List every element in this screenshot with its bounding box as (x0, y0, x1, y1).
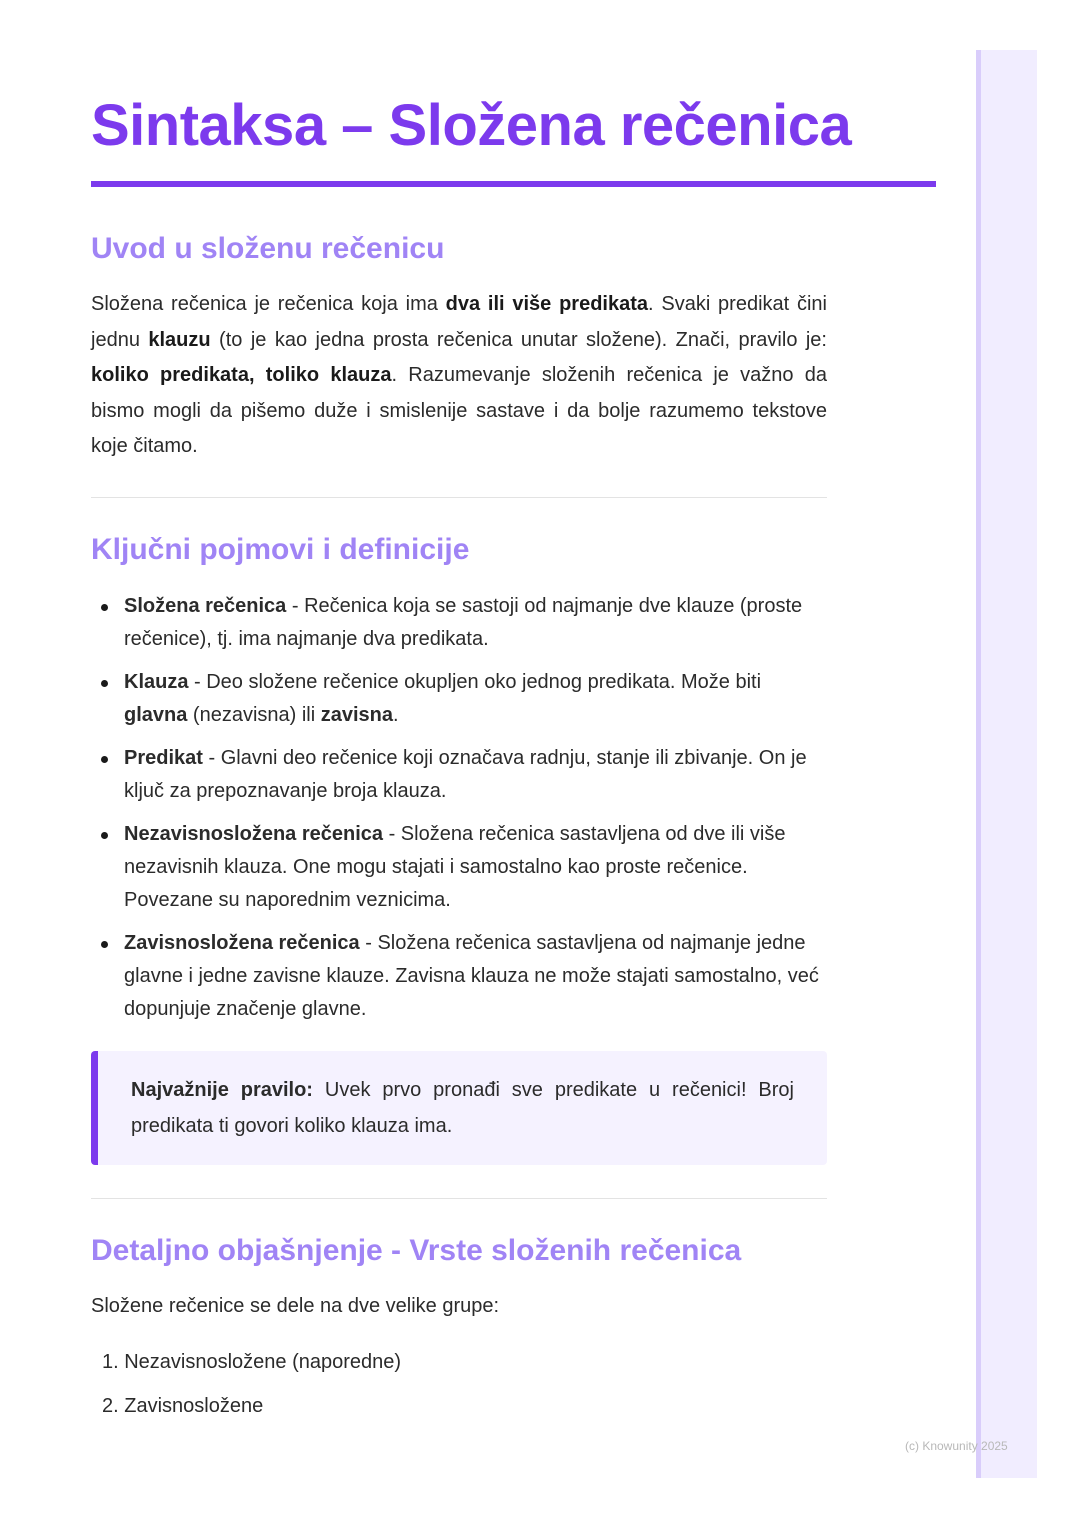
definition-item: Zavisnosložena rečenica - Složena rečenica sastavljena od najmanje jedne glavne i jedne zavisne klauze. Zavisna klauza ne može stajati samostalno, već dopunjuje značenje glavne. (91, 927, 827, 1026)
page-title: Sintaksa – Složena rečenica (91, 93, 852, 158)
section-heading-intro: Uvod u složenu rečenicu (91, 232, 445, 265)
bullet-icon (101, 832, 108, 839)
section-divider (91, 1198, 827, 1199)
section-heading-types: Detaljno objašnjenje - Vrste složenih rečenica (91, 1234, 742, 1267)
section-heading-definitions: Ključni pojmovi i definicije (91, 533, 470, 566)
bullet-icon (101, 680, 108, 687)
callout-text: Najvažnije pravilo: Uvek prvo pronađi sve predikate u rečenici! Broj predikata ti govori koliko klauza ima. (131, 1079, 794, 1137)
types-list (91, 1346, 401, 1434)
definition-item: Predikat - Glavni deo rečenice koji označava radnju, stanje ili zbivanje. On je ključ za prepoznavanje broja klauza. (91, 742, 827, 808)
bullet-icon (101, 941, 108, 948)
bullet-icon (101, 756, 108, 763)
rule-callout (91, 1051, 827, 1165)
definition-item: Klauza - Deo složene rečenice okupljen oko jednog predikata. Može biti glavna (nezavisna) ili zavisna. (91, 666, 827, 732)
definition-item: Složena rečenica - Rečenica koja se sastoji od najmanje dve klauze (proste rečenice), tj. ima najmanje dva predikata. (91, 590, 827, 656)
copyright-notice: (c) Knowunity 2025 (905, 1439, 1008, 1453)
title-underline (91, 181, 936, 187)
section-divider (91, 497, 827, 498)
list-item: 2. Zavisnosložene (102, 1395, 264, 1417)
bullet-icon (101, 604, 108, 611)
list-item: 1. Nezavisnosložene (naporedne) (102, 1351, 402, 1373)
definition-item: Nezavisnosložena rečenica - Složena rečenica sastavljena od dve ili više nezavisnih klauza. One mogu stajati i samostalno kao proste rečenice. Povezane su naporednim veznicima. (91, 818, 827, 917)
decorative-side-strip (976, 50, 1037, 1478)
intro-paragraph: Složena rečenica je rečenica koja ima dva ili više predikata. Svaki predikat čini jednu klauzu (to je kao jedna prosta rečenica unutar složene). Znači, pravilo je: koliko predikata, toliko klauza. Razumevanje složenih rečenica je važno da bismo mogli da pišemo duže i smislenije sastave i da bolje razumemo tekstove koje čitamo. (91, 293, 827, 457)
types-intro: Složene rečenice se dele na dve velike grupe: (91, 1295, 500, 1317)
definitions-list (91, 590, 827, 1036)
